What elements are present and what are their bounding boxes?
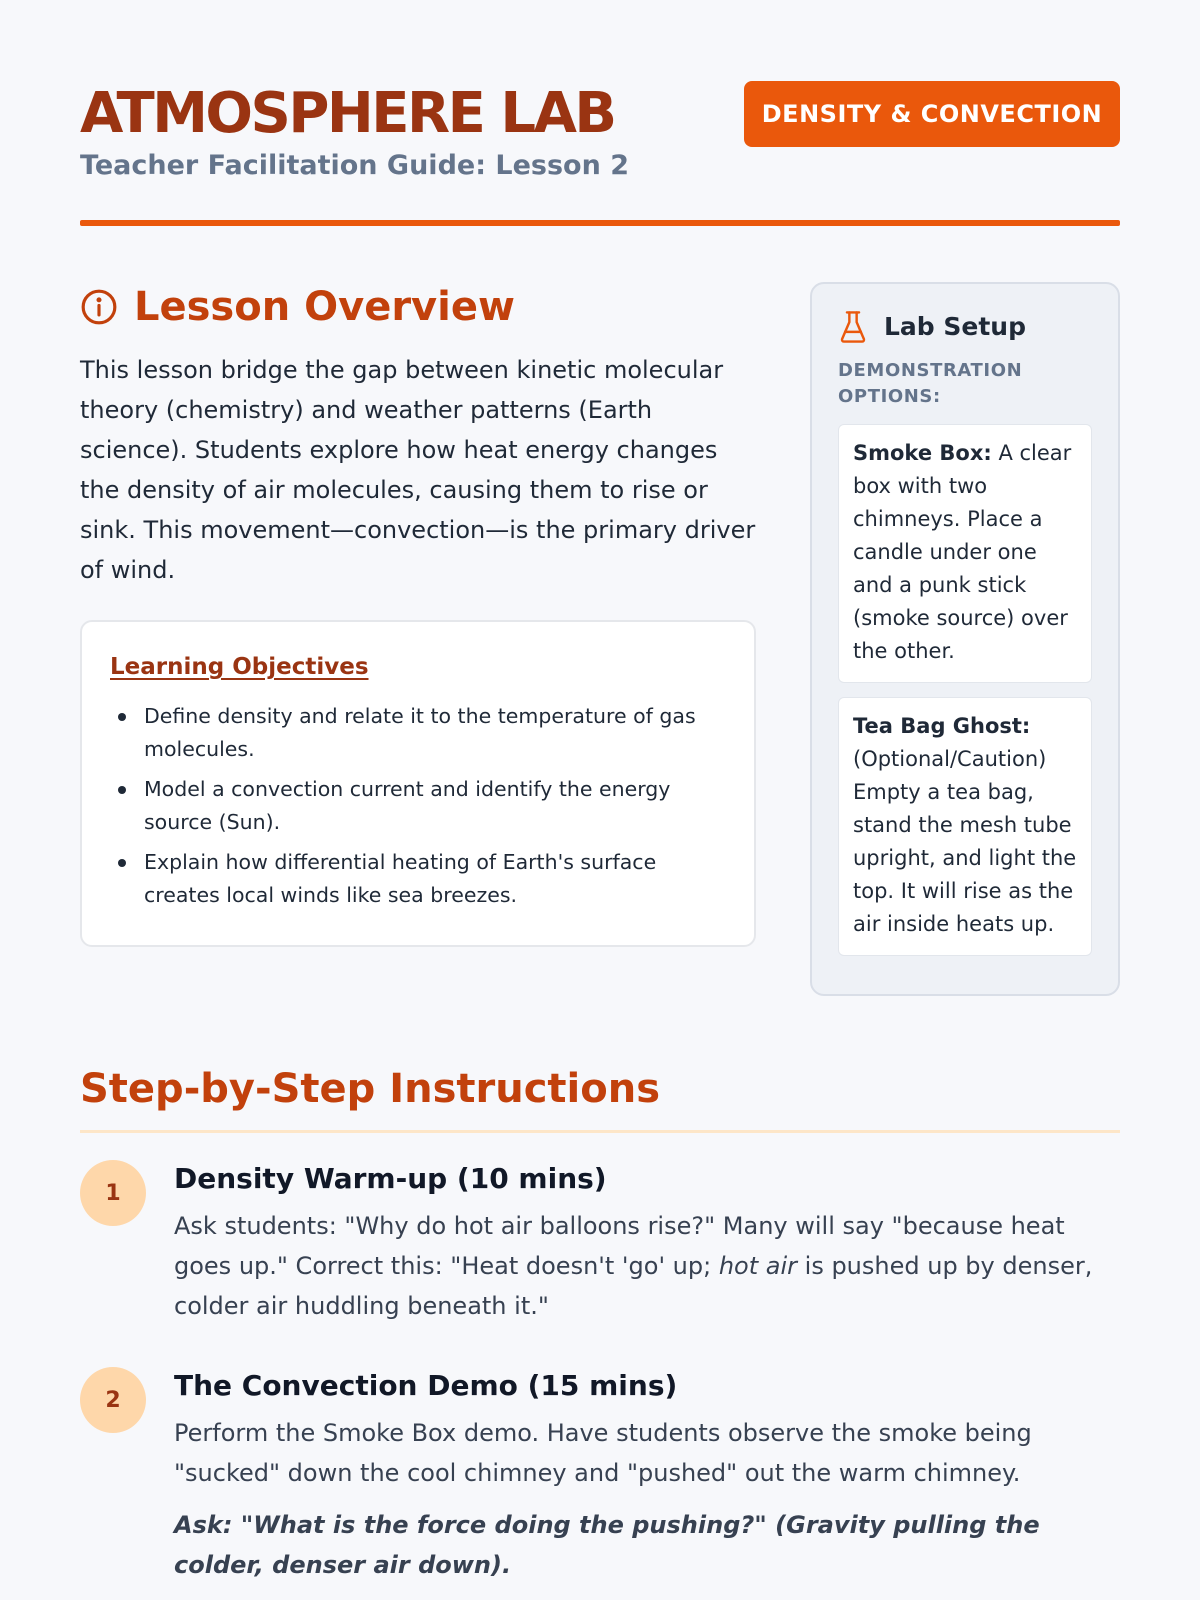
lab-setup-panel	[810, 282, 1120, 996]
steps-divider	[80, 1130, 1120, 1133]
demo-option-description: (Optional/Caution) Empty a tea bag, stand the mesh tube upright, and light the top. It will rise as the air inside heats up.	[853, 747, 1077, 936]
lesson-overview-text: This lesson bridge the gap between kinetic molecular theory (chemistry) and weather patterns (Earth science). Students explore how heat energy changes the density of air molecules, causing them to rise or sink. This movement—convection—is the primary driver of wind.	[80, 356, 756, 584]
step-text-part: Ask students: "Why do hot air balloons rise?" Many will say "because heat goes up." Correct this: "Heat doesn't 'go' up;	[174, 1212, 1065, 1280]
learning-objectives-list	[110, 700, 726, 912]
objective-item: Explain how differential heating of Earth's surface creates local winds like sea breezes.	[110, 846, 726, 912]
lab-setup-heading	[838, 310, 1092, 344]
demo-option-card	[838, 424, 1092, 683]
lesson-overview-heading	[80, 282, 756, 332]
step-item	[80, 1160, 1120, 1326]
step-text	[174, 1206, 1120, 1326]
steps-heading: Step-by-Step Instructions	[80, 1066, 661, 1112]
demonstration-options-label: DEMONSTRATION OPTIONS:	[838, 360, 1023, 407]
step-number-badge: 1	[80, 1160, 146, 1226]
step-text-emphasis: hot air	[718, 1252, 798, 1280]
step-text: Perform the Smoke Box demo. Have students observe the smoke being "sucked" down the cool chimney and "pushed" out the warm chimney.	[174, 1419, 1032, 1487]
step-text-part: is pushed up by denser, colder air huddling beneath it."	[174, 1252, 1093, 1320]
page-title: ATMOSPHERE LAB	[80, 81, 615, 146]
demo-option-card	[838, 697, 1092, 956]
topic-badge: DENSITY & CONVECTION	[744, 81, 1120, 147]
step-item	[80, 1367, 1120, 1585]
lesson-overview-title: Lesson Overview	[134, 284, 515, 330]
step-body	[174, 1160, 1120, 1326]
objective-item: Define density and relate it to the temperature of gas molecules.	[110, 700, 726, 766]
lesson-overview-section	[80, 282, 756, 947]
info-circle-icon	[80, 288, 118, 326]
page-subtitle: Teacher Facilitation Guide: Lesson 2	[80, 150, 630, 181]
demo-option-name: Tea Bag Ghost:	[853, 714, 1031, 738]
step-discussion-question: Ask: "What is the force doing the pushing?" (Gravity pulling the colder, denser air down).	[174, 1511, 1040, 1579]
flask-icon	[838, 310, 868, 344]
learning-objectives-title: Learning Objectives	[110, 654, 369, 680]
step-title: Density Warm-up (10 mins)	[174, 1162, 607, 1195]
demo-option-name: Smoke Box:	[853, 441, 992, 465]
demo-option-description: A clear box with two chimneys. Place a candle under one and a punk stick (smoke source) over the other.	[853, 441, 1072, 663]
step-number-badge: 2	[80, 1367, 146, 1433]
objective-item: Model a convection current and identify the energy source (Sun).	[110, 773, 726, 839]
step-title: The Convection Demo (15 mins)	[174, 1369, 678, 1402]
page-header	[80, 78, 1120, 228]
header-divider	[80, 220, 1120, 226]
lab-setup-title: Lab Setup	[884, 312, 1027, 341]
step-body	[174, 1367, 1120, 1585]
learning-objectives-card	[80, 620, 756, 947]
